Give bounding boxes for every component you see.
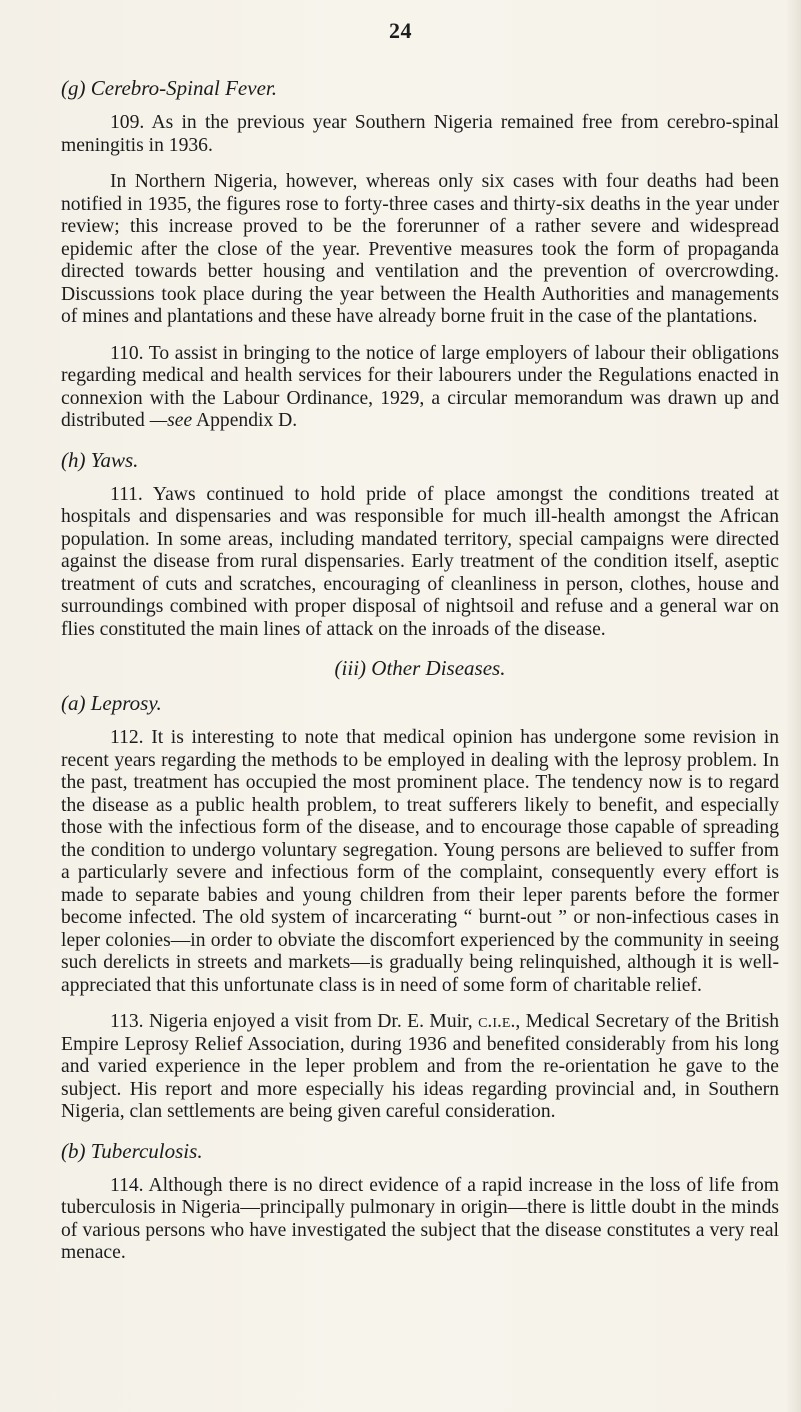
section-label: (h) [61, 447, 86, 472]
see-reference: —see [149, 410, 193, 431]
document-body [61, 75, 779, 1279]
paragraph-110 [61, 343, 779, 433]
paragraph-111: 111. Yaws continued to hold pride of place amongst the conditions treated at hospitals and dispensaries and was responsible for much ill-health amongst the African population. In some areas, including mandated territory, special campaigns were directed against the disease from rural dispensaries. Early treatment of the condition itself, aseptic treatment of cuts and scratches, encouraging of cleanliness in person, clothes, house and surroundings combined with proper disposal of nightsoil and refuse and a general war on flies constituted the main lines of attack on the inroads of the disease. [61, 483, 779, 640]
section-title: Tuberculosis. [90, 1138, 203, 1163]
appendix-reference: Appendix D. [192, 410, 298, 431]
honours-abbreviation: c.i.e. [478, 1011, 516, 1032]
section-title: Yaws. [90, 447, 139, 472]
paragraph-109-northern-nigeria: In Northern Nigeria, however, whereas only six cases with four deaths had been notified in 1935, the figures rose to forty-three cases and thirty-six deaths in the year under review; this increase proved to be the forerunner of a rather severe and widespread epidemic after the close of the year. Preventive measures took the form of propaganda directed towards better housing and ventilation and the prevention of overcrowding. Discussions took place during the year between the Health Authorities and managements of mines and plantations and these have already borne fruit in the case of the plantations. [61, 171, 779, 327]
paragraph-113-text-start: 113. Nigeria enjoyed a visit from Dr. E. Muir, [110, 1011, 479, 1032]
page-number: 24 [389, 18, 412, 43]
paragraph-110-text: 110. To assist in bringing to the notice of large employers of labour their obligations regarding medical and health services for their labourers under the Regulations enacted in connexion with the Labour Ordinance, 1929, a circular memorandum was drawn up and distributed [61, 342, 779, 431]
section-heading-other-diseases: (iii) Other Diseases. [334, 656, 506, 680]
section-heading-yaws [61, 447, 779, 474]
paragraph-112: 112. It is interesting to note that medical opinion has undergone some revision in recent years regarding the methods to be employed in dealing with the leprosy problem. In the past, treatment has occupied the most prominent place. The tendency now is to regard the disease as a public health problem, to treat sufferers likely to benefit, and especially those with the infectious form of the disease, and to encourage those capable of spreading the condition to undergo voluntary segregation. Young persons are believed to suffer from a particularly severe and infectious form of the complaint, consequently every effort is made to separate babies and young children from their leper parents before the former become infected. The old system of incarcerating “ burnt-out ” or non-infectious cases in leper colonies—in order to obviate the discomfort experienced by the community in seeing such derelicts in streets and markets—is gradually being relinquished, although it is well-appreciated that this unfortunate class is in need of some form of charitable relief. [61, 727, 779, 996]
section-label: (g) [61, 76, 86, 100]
section-title: Cerebro-Spinal Fever. [90, 76, 277, 100]
section-heading-leprosy [61, 690, 779, 717]
section-heading-tuberculosis [61, 1138, 779, 1165]
paragraph-113 [61, 1011, 779, 1124]
page-edge-shadow [785, 0, 801, 1412]
paragraph-113-text-end: , Medical Secretary of the British Empire Leprosy Relief Association, during 1936 and benefited considerably from his long and varied experience in the leper problem and from the re-orientation he gave to the subject. His report and more especially his ideas regarding provincial and, in Southern Nigeria, clan settlements are being given careful consideration. [61, 1011, 779, 1122]
section-heading-cerebro-spinal-fever [61, 75, 779, 102]
section-label: (b) [61, 1138, 86, 1163]
paragraph-109: 109. As in the previous year Southern Nigeria remained free from cerebro-spinal meningitis in 1936. [61, 112, 779, 156]
section-title: Leprosy. [90, 691, 162, 715]
paragraph-114: 114. Although there is no direct evidence of a rapid increase in the loss of life from tuberculosis in Nigeria—principally pulmonary in origin—there is little doubt in the minds of various persons who have investigated the subject that the disease constitutes a very real menace. [61, 1174, 779, 1263]
section-label: (a) [61, 691, 86, 715]
